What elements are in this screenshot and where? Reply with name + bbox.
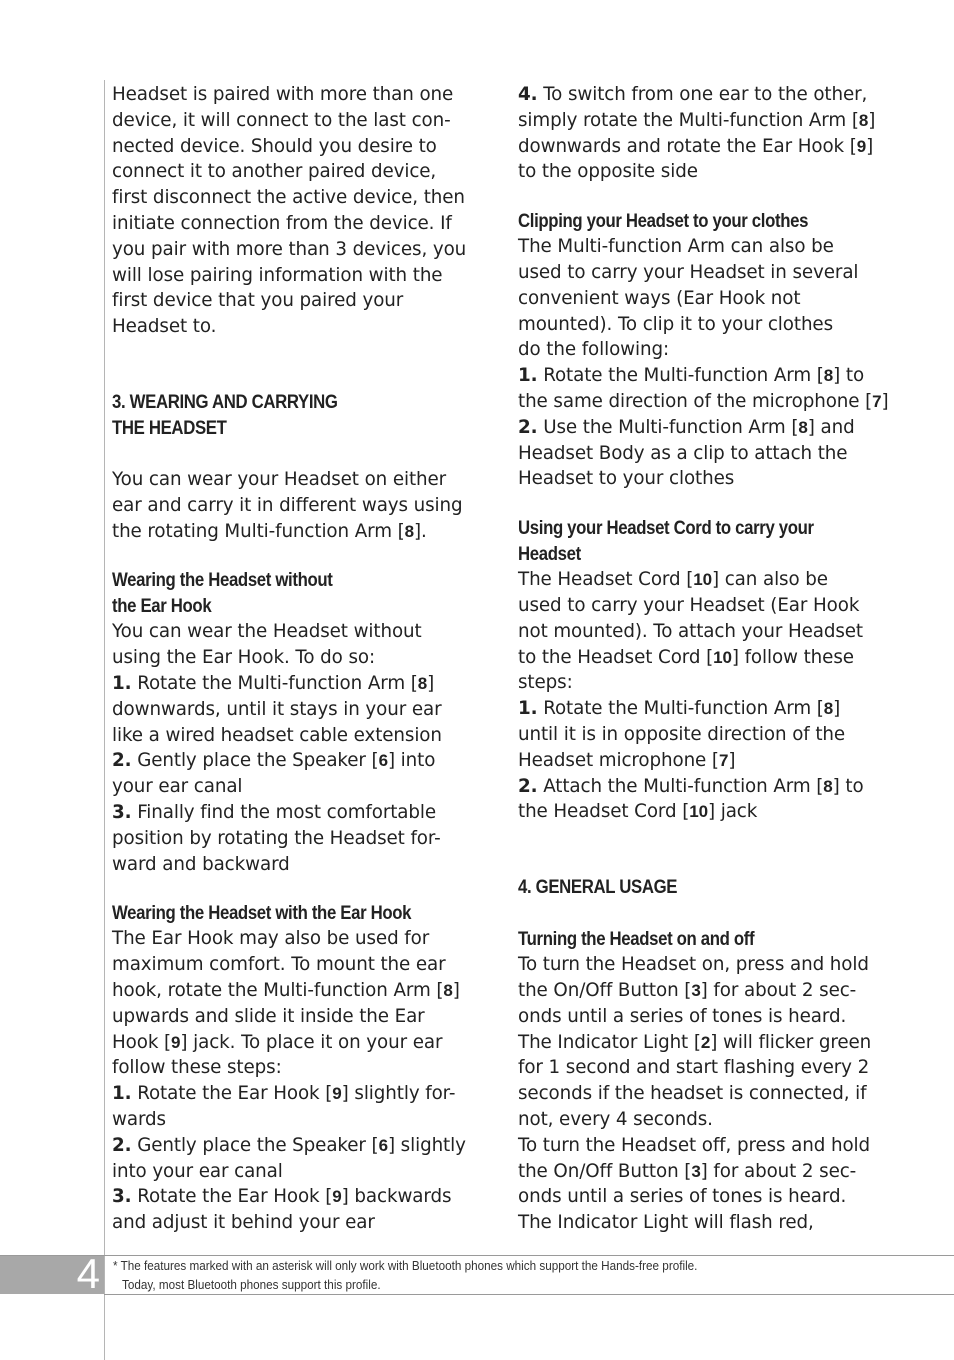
footnote-line-2: Today, most Bluetooth phones support this profile. [122,1277,381,1292]
page-number-tab [0,1250,104,1297]
step-item: 1. Rotate the Multi-function Arm [8] to [518,365,865,387]
with-ear-hook-body: The Ear Hook may also be used for maximum comfort. To mount the ear hook, rotate the Multi-function Arm [8] upwards and slide it inside the Ear Hook [9] jack. To place it on your ear follow these steps: 1. Rotate the Ear Hook [9] slightly for- wards 2. Gently place the Speaker [6] slightly into your ear canal 3. Rotate the Ear Hook [9] backwards and adjust it behind your ear [112,926,482,1236]
page-number: 4 [76,1250,100,1297]
section-4-title: 4. GENERAL USAGE [518,876,678,899]
on-off-heading: Turning the Headset on and off [518,928,755,951]
footnote-line-1: * The features marked with an asterisk will only work with Bluetooth phones which support the Hands-free profile. [113,1258,698,1273]
cord-heading: Using your Headset Cord to carry your [518,517,814,540]
without-ear-hook-heading: Wearing the Headset without [112,569,333,592]
step-item: 2. Attach the Multi-function Arm [8] to [518,775,864,797]
step-item: 2. Use the Multi-function Arm [8] and [518,416,855,438]
cord-heading-line-2: Headset [518,543,581,566]
step-item: 3. Finally find the most comfortable [112,801,437,823]
clipping-body: The Multi-function Arm can also be used to carry your Headset in several convenient ways (Ear Hook not mounted). To clip it to your clothes do the following: 1. Rotate the Multi-function Arm [8] to the same direction of the microphone [7] 2. Use the Multi-function Arm [8] and Headset Body as a clip to attach the Headset to your clothes [518,234,948,492]
left-column [112,82,482,1236]
without-ear-hook-body: You can wear the Headset without using the Ear Hook. To do so: 1. Rotate the Multi-function Arm [8] downwards, until it stays in your ear like a wired headset cable extension 2. Gently place the Speaker [6] into your ear canal 3. Finally find the most comfortable position by rotating the Headset for- ward and backward [112,619,482,877]
clipping-heading: Clipping your Headset to your clothes [518,210,809,233]
section-3-intro: You can wear your Headset on either ear and carry it in different ways using the rotating Multi-function Arm [8]. [112,468,463,542]
pairing-paragraph: Headset is paired with more than one device, it will connect to the last con- nected device. Should you desire to connect it to another paired device, first disconnect the active device, then initiate connection from the device. If you pair with more than 3 devices, you will lose pairing information with the first device that you paired your Headset to. [112,84,467,338]
step-item: 2. Gently place the Speaker [6] slightly [112,1134,466,1156]
footer-rule-bottom [104,1294,954,1295]
step-item: 2. Gently place the Speaker [6] into [112,750,436,772]
on-off-body: To turn the Headset on, press and hold the On/Off Button [3] for about 2 sec- onds until a series of tones is heard. The Indicator Light [2] will flicker green for 1 second and start flashing every 2 seconds if the headset is connected, if not, every 4 seconds. To turn the Headset off, press and hold the On/Off Button [3] for about 2 sec- onds until a series of tones is heard. The Indicator Light will flash red, [518,954,872,1234]
footnote [113,1256,851,1294]
cord-body: The Headset Cord [10] can also be used to carry your Headset (Ear Hook not mounted). To attach your Headset to the Headset Cord [10] follow these steps: 1. Rotate the Multi-function Arm [8] until it is in opposite direction of the Headset microphone [7] 2. Attach the Multi-function Arm [8] to the Headset Cord [10] jack [518,567,948,825]
step-item: 1. Rotate the Multi-function Arm [8] [518,698,841,720]
step-item: 1. Rotate the Multi-function Arm [8] [112,672,435,694]
switch-ear-step: 4. To switch from one ear to the other, simply rotate the Multi-function Arm [8] downwards and rotate the Ear Hook [9] to the opposite side [518,84,876,183]
section-3-title: 3. WEARING AND CARRYING [112,390,338,413]
with-ear-hook-heading: Wearing the Headset with the Ear Hook [112,902,412,925]
without-ear-hook-heading-line-2: the Ear Hook [112,595,212,618]
section-3-title-line-2: THE HEADSET [112,416,227,439]
step-item: 1. Rotate the Ear Hook [9] slightly for- [112,1083,456,1105]
step-item: 3. Rotate the Ear Hook [9] backwards [112,1186,452,1208]
right-column [518,82,948,1236]
column-divider [104,80,105,1360]
